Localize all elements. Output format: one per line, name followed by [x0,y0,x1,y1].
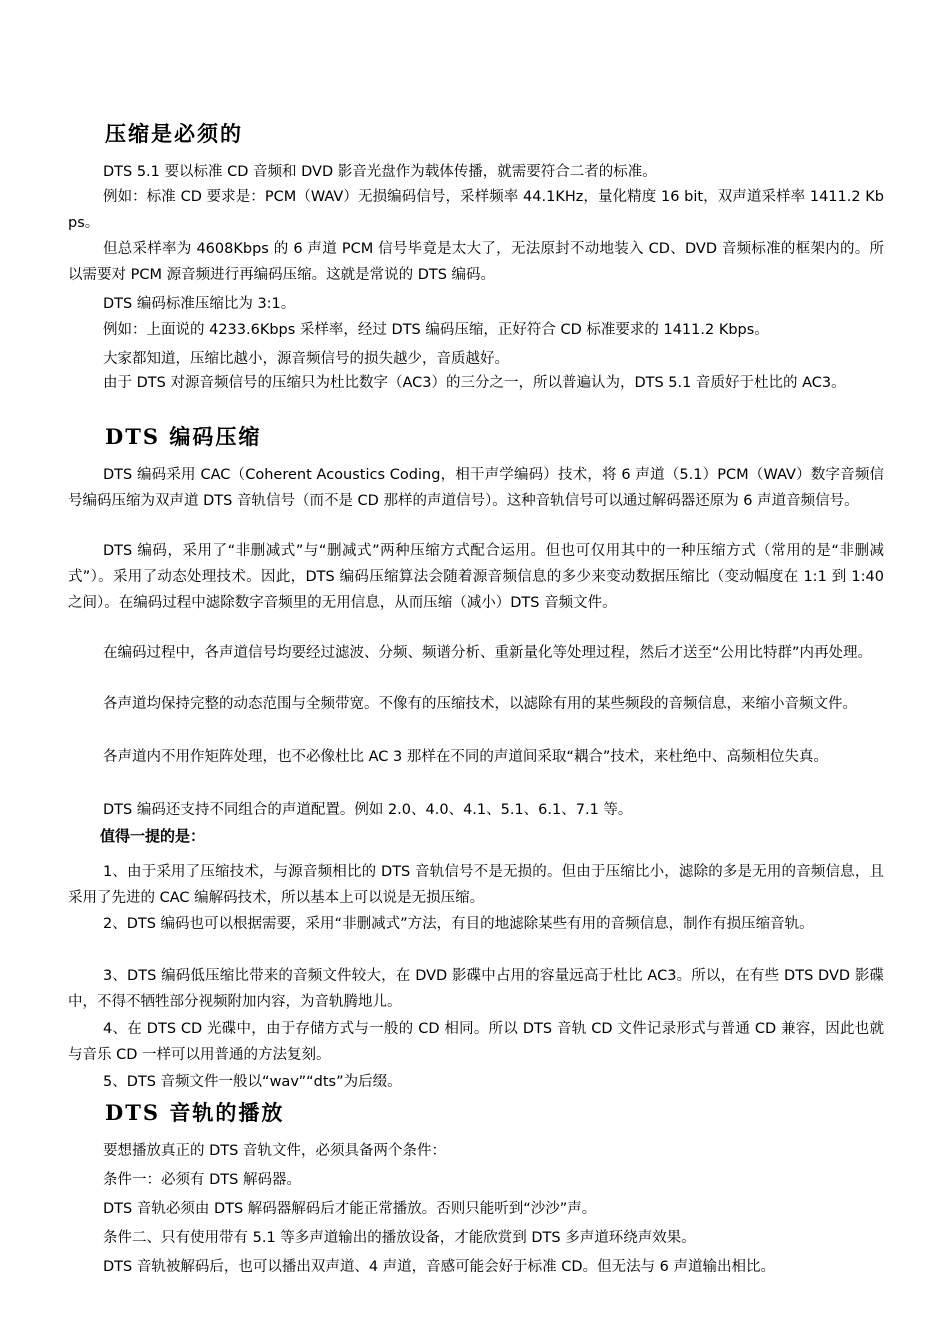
paragraph: DTS 编码采用 CAC（Coherent Acoustics Coding，相干声学编码）技术，将 6 声道（5.1）PCM（WAV）数字音频信号编码压缩为双声道 DTS 音轨信号（而不是 CD 那样的声道信号）。这种音轨信号可以通过解码器还原为 6 声道音频信号。 [68,467,884,509]
paragraph: DTS 编码，采用了“非删减式”与“删减式”两种压缩方式配合运用。但也可仅用其中的一种压缩方式（常用的是“非删减式”）。采用了动态处理技术。因此，DTS 编码压缩算法会随着源音频信息的多少来变动数据压缩比（变动幅度在 1:1 到 1:40 之间）。在编码过程中滤除数字音频里的无用信息，从而压缩（减小）DTS 音频文件。 [68,543,884,611]
note-heading: 值得一提的是： [100,827,206,845]
paragraph: DTS 编码标准压缩比为 3:1。 [103,296,296,312]
paragraph: 条件一：必须有 DTS 解码器。 [103,1172,301,1188]
note-item: 5、DTS 音频文件一般以“wav”“dts”为后缀。 [103,1074,402,1090]
paragraph: 但总采样率为 4608Kbps 的 6 声道 PCM 信号毕竟是太大了，无法原封不动地装入 CD、DVD 音频标准的框架内的。所以需要对 PCM 源音频进行再编码压缩。这就是常说的 DTS 编码。 [68,241,884,283]
paragraph: DTS 音轨被解码后，也可以播出双声道、4 声道，音感可能会好于标准 CD。但无法与 6 声道输出相比。 [103,1259,776,1275]
paragraph: 在编码过程中，各声道信号均要经过滤波、分频、频谱分析、重新量化等处理过程，然后才送至“公用比特群”内再处理。 [103,645,873,661]
paragraph: DTS 5.1 要以标准 CD 音频和 DVD 影音光盘作为载体传播，就需要符合二者的标准。 [103,164,657,180]
section-heading-dts-encoding: DTS 编码压缩 [105,424,262,449]
paragraph: 大家都知道，压缩比越小，源音频信号的损失越少，音质越好。 [103,351,509,367]
note-item: 3、DTS 编码低压缩比带来的音频文件较大，在 DVD 影碟中占用的容量远高于杜比 AC3。所以，在有些 DTS DVD 影碟中，不得不牺牲部分视频附加内容，为音轨腾地儿。 [68,968,884,1010]
note-item: 1、由于采用了压缩技术，与源音频相比的 DTS 音轨信号不是无损的。但由于压缩比小，滤除的多是无用的音频信息，且采用了先进的 CAC 编解码技术，所以基本上可以说是无损压缩。 [68,864,884,906]
note-item: 4、在 DTS CD 光碟中，由于存储方式与一般的 CD 相同。所以 DTS 音轨 CD 文件记录形式与普通 CD 兼容，因此也就与音乐 CD 一样可以用普通的方法复刻。 [68,1021,884,1063]
section-heading-compression-required: 压缩是必须的 [105,121,243,146]
paragraph: 各声道内不用作矩阵处理，也不必像杜比 AC 3 那样在不同的声道间采取“耦合”技术，来杜绝中、高频相位失真。 [103,749,828,765]
paragraph: 例如：上面说的 4233.6Kbps 采样率，经过 DTS 编码压缩，正好符合 CD 标准要求的 1411.2 Kbps。 [103,322,769,338]
paragraph: 各声道均保持完整的动态范围与全频带宽。不像有的压缩技术，以滤除有用的某些频段的音频信息，来缩小音频文件。 [103,696,857,712]
paragraph: 例如：标准 CD 要求是：PCM（WAV）无损编码信号，采样频率 44.1KHz，量化精度 16 bit，双声道采样率 1411.2 Kbps。 [68,189,884,231]
paragraph: DTS 音轨必须由 DTS 解码器解码后才能正常播放。否则只能听到“沙沙”声。 [103,1201,597,1217]
paragraph: 条件二、只有使用带有 5.1 等多声道输出的播放设备，才能欣赏到 DTS 多声道环绕声效果。 [103,1230,696,1246]
paragraph: DTS 编码还支持不同组合的声道配置。例如 2.0、4.0、4.1、5.1、6.1、7.1 等。 [103,802,633,818]
section-heading-dts-playback: DTS 音轨的播放 [105,1100,285,1125]
paragraph: 要想播放真正的 DTS 音轨文件，必须具备两个条件： [103,1143,446,1159]
paragraph: 由于 DTS 对源音频信号的压缩只为杜比数字（AC3）的三分之一，所以普遍认为，DTS 5.1 音质好于杜比的 AC3。 [103,375,846,391]
note-item: 2、DTS 编码也可以根据需要，采用“非删减式”方法，有目的地滤除某些有用的音频信息，制作有损压缩音轨。 [103,916,814,932]
